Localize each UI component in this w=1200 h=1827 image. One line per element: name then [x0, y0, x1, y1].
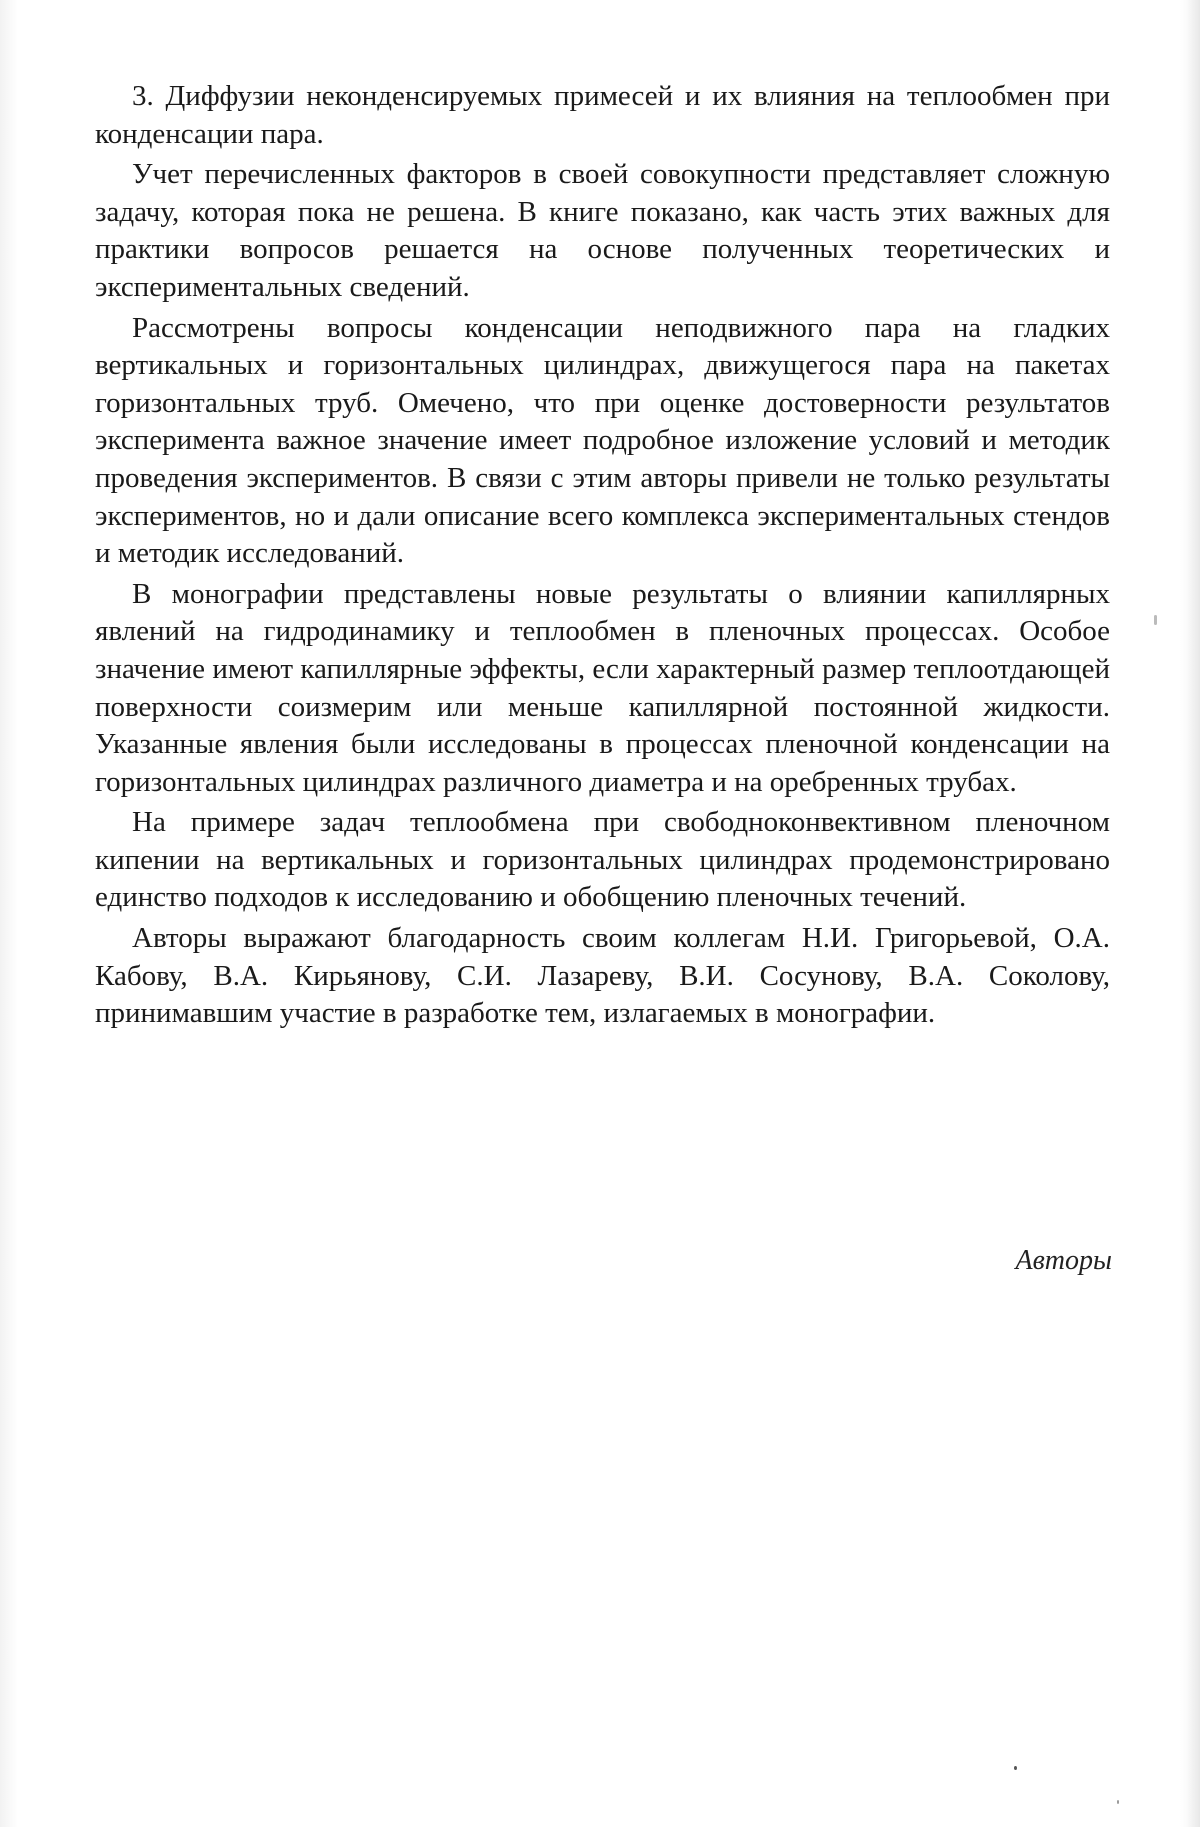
scan-speck — [1014, 1766, 1017, 1770]
paragraph-diffusion-item: 3. Диффузии неконденсируемых примесей и их влияния на теплообмен при конденсации пара. — [95, 80, 1110, 150]
body-text — [95, 78, 1110, 1036]
paragraph-boiling: На примере задач теплообмена при свободноконвективном пленочном кипении на вертикальных и горизонтальных цилиндрах продемонстрировано единство подходов к исследованию и обобщению пленочных течений. — [95, 806, 1110, 914]
paragraph-factors: Учет перечисленных факторов в своей совокупности представляет сложную задачу, которая пока не решена. В книге показано, как часть этих важных для практики вопросов решается на основе полученных теоретических и экспериментальных сведений. — [95, 158, 1110, 303]
scan-edge-shadow — [1186, 0, 1200, 1827]
paragraph-acknowledgements: Авторы выражают благодарность своим коллегам Н.И. Григорьевой, О.А. Кабову, В.А. Кирьянову, С.И. Лазареву, В.И. Сосунову, В.А. Соколову, принимавшим участие в разработке тем, излагаемых в монографии. — [95, 922, 1110, 1030]
scan-speck — [1154, 615, 1157, 625]
scan-speck — [1117, 1800, 1119, 1804]
paragraph-capillary: В монографии представлены новые результаты о влиянии капиллярных явлений на гидродинамику и теплообмен в пленочных процессах. Особое значение имеют капиллярные эффекты, если характерный размер теплоотдающей поверхности соизмерим или меньше капиллярной постоянной жидкости. Указанные явления были исследованы в процессах пленочной конденсации на горизонтальных цилиндрах различного диаметра и на оребренных трубах. — [95, 577, 1110, 798]
paragraph-condensation: Рассмотрены вопросы конденсации неподвижного пара на гладких вертикальных и горизонтальных цилиндрах, движущегося пара на пакетах горизонтальных труб. Омечено, что при оценке достоверности результатов эксперимента важное значение имеет подробное изложение условий и методик проведения экспериментов. В связи с этим авторы привели не только результаты экспериментов, но и дали описание всего комплекса экспериментальных стендов и методик исследований. — [95, 311, 1110, 570]
authors-signature: Авторы — [1015, 1245, 1112, 1276]
